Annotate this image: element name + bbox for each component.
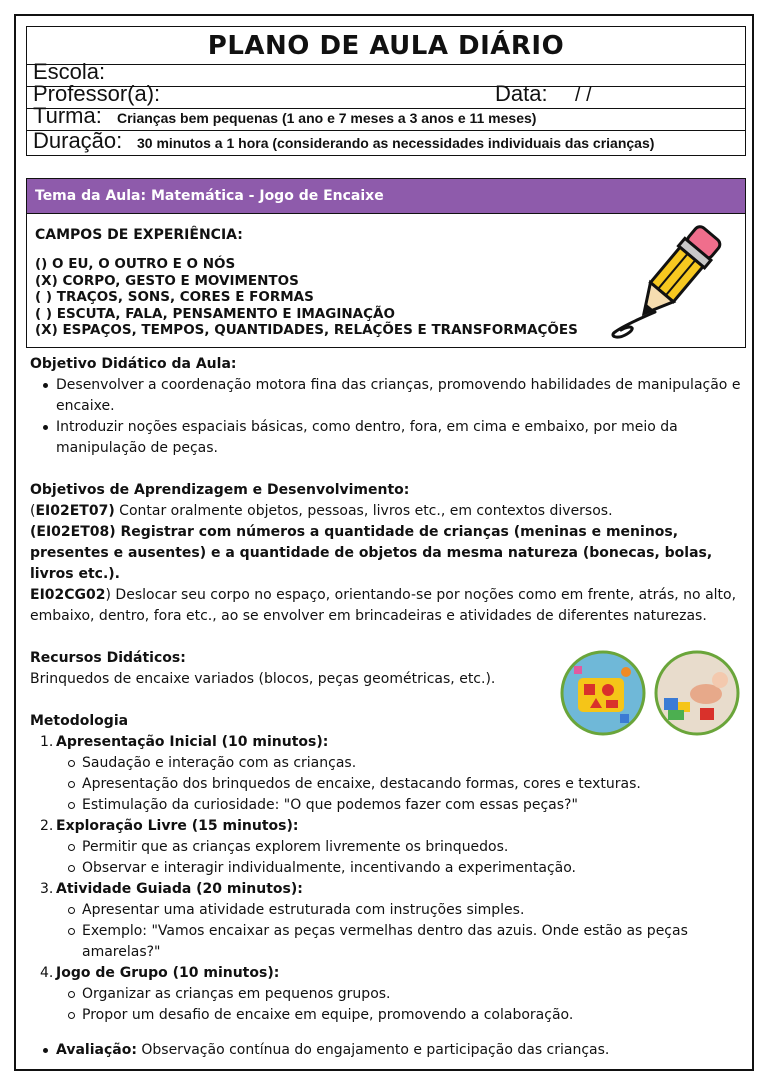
- sub-item: Apresentar uma atividade estruturada com instruções simples.: [66, 900, 742, 921]
- text-ei02cg02: ) Deslocar seu corpo no espaço, orientando-se por noções como em frente, atrás, no alto, embaixo, dentro, fora etc., ao se envolver em brincadeiras e atividades de diferentes naturezas.: [30, 587, 737, 624]
- turma-label: Turma:: [33, 103, 102, 128]
- toys-photos: [560, 650, 744, 736]
- campos-title: CAMPOS DE EXPERIÊNCIA:: [35, 227, 243, 243]
- duracao-row: [26, 128, 746, 156]
- step-item: [40, 732, 742, 816]
- step-sublist: [66, 900, 742, 963]
- campo-item: (X) CORPO, GESTO E MOVIMENTOS: [35, 272, 299, 289]
- sub-item: Propor um desafio de encaixe em equipe, promovendo a colaboração.: [66, 1005, 742, 1026]
- avaliacao-label: Avaliação:: [56, 1042, 137, 1058]
- escola-label: Escola:: [33, 59, 106, 84]
- aprendizagem-title: Objetivos de Aprendizagem e Desenvolvimento:: [30, 482, 410, 498]
- turma-row: [26, 103, 746, 131]
- sub-item: Saudação e interação com as crianças.: [66, 753, 742, 774]
- metodologia-steps: [40, 732, 742, 1026]
- step-sublist: [66, 837, 742, 879]
- shape-sorter-photo: [562, 652, 644, 734]
- objetivo-title: Objetivo Didático da Aula:: [30, 356, 237, 372]
- step-title: Apresentação Inicial (10 minutos):: [56, 734, 329, 750]
- sub-item: Estimulação da curiosidade: "O que podemos fazer com essas peças?": [66, 795, 742, 816]
- campos-box: [26, 214, 746, 348]
- turma-value: Crianças bem pequenas (1 ano e 7 meses a 3 anos e 11 meses): [117, 110, 537, 126]
- step-title: Atividade Guiada (20 minutos):: [56, 881, 303, 897]
- tema-banner: Tema da Aula: Matemática - Jogo de Encaixe: [26, 178, 746, 214]
- objetivo-item: Introduzir noções espaciais básicas, como dentro, fora, em cima e embaixo, por meio da manipulação de peças.: [40, 417, 742, 459]
- pencil-icon: [603, 218, 733, 342]
- avaliacao-item: [40, 1040, 742, 1061]
- campo-item: (X) ESPAÇOS, TEMPOS, QUANTIDADES, RELAÇÕES E TRANSFORMAÇÕES: [35, 322, 578, 338]
- step-sublist: [66, 753, 742, 816]
- professor-row: [26, 81, 746, 109]
- avaliacao-text: Observação contínua do engajamento e participação das crianças.: [136, 1042, 610, 1058]
- code-ei02et07: EI02ET07): [35, 503, 115, 519]
- sub-item: Exemplo: "Vamos encaixar as peças vermelhas dentro das azuis. Onde estão as peças amarelas?": [66, 921, 742, 963]
- avaliacao-list: [40, 1040, 742, 1061]
- step-item: [40, 879, 742, 963]
- step-title: Jogo de Grupo (10 minutos):: [56, 965, 280, 981]
- aprendizagem-line-2: (EI02ET08) Registrar com números a quantidade de crianças (meninas e meninos, presentes e ausentes) e a quantidade de objetos da mesma natureza (bonecas, bolas, livros etc.).: [30, 524, 713, 582]
- data-value: / /: [575, 84, 592, 106]
- page-title: PLANO DE AULA DIÁRIO: [26, 26, 746, 65]
- data-label: Data:: [495, 81, 548, 106]
- kids-playing-photo: [656, 652, 738, 734]
- step-number: 2.: [40, 818, 54, 834]
- step-number: 3.: [40, 881, 54, 897]
- step-title: Exploração Livre (15 minutos):: [56, 818, 299, 834]
- sub-item: Observar e interagir individualmente, incentivando a experimentação.: [66, 858, 742, 879]
- sub-item: Organizar as crianças em pequenos grupos.: [66, 984, 742, 1005]
- text-ei02et07: Contar oralmente objetos, pessoas, livros etc., em contextos diversos.: [114, 503, 613, 519]
- metodologia-title: Metodologia: [30, 713, 129, 729]
- step-sublist: [66, 984, 742, 1026]
- objetivo-list: [40, 375, 742, 459]
- aprendizagem-line-1: [30, 501, 742, 522]
- step-number: 4.: [40, 965, 54, 981]
- recursos-text: Brinquedos de encaixe variados (blocos, peças geométricas, etc.).: [30, 671, 496, 687]
- recursos-title: Recursos Didáticos:: [30, 650, 186, 666]
- objetivo-item: Desenvolver a coordenação motora fina das crianças, promovendo habilidades de manipulação e encaixe.: [40, 375, 742, 417]
- sub-item: Permitir que as crianças explorem livremente os brinquedos.: [66, 837, 742, 858]
- campo-item: ( ) TRAÇOS, SONS, CORES E FORMAS: [35, 289, 314, 305]
- lesson-plan-page: [14, 14, 754, 1071]
- step-number: 1.: [40, 734, 54, 750]
- step-item: [40, 963, 742, 1026]
- campos-list: [35, 256, 578, 339]
- duracao-label: Duração:: [33, 128, 123, 153]
- professor-label: Professor(a):: [33, 81, 161, 106]
- sub-item: Apresentação dos brinquedos de encaixe, destacando formas, cores e texturas.: [66, 774, 742, 795]
- code-ei02cg02: EI02CG02: [30, 587, 106, 603]
- campo-item: ( ) ESCUTA, FALA, PENSAMENTO E IMAGINAÇÃO: [35, 305, 395, 322]
- duracao-value: 30 minutos a 1 hora (considerando as necessidades individuais das crianças): [137, 135, 655, 151]
- step-item: [40, 816, 742, 879]
- paren: (: [30, 503, 36, 519]
- campo-item: () O EU, O OUTRO E O NÓS: [35, 256, 236, 272]
- aprendizagem-line-3: [30, 585, 742, 627]
